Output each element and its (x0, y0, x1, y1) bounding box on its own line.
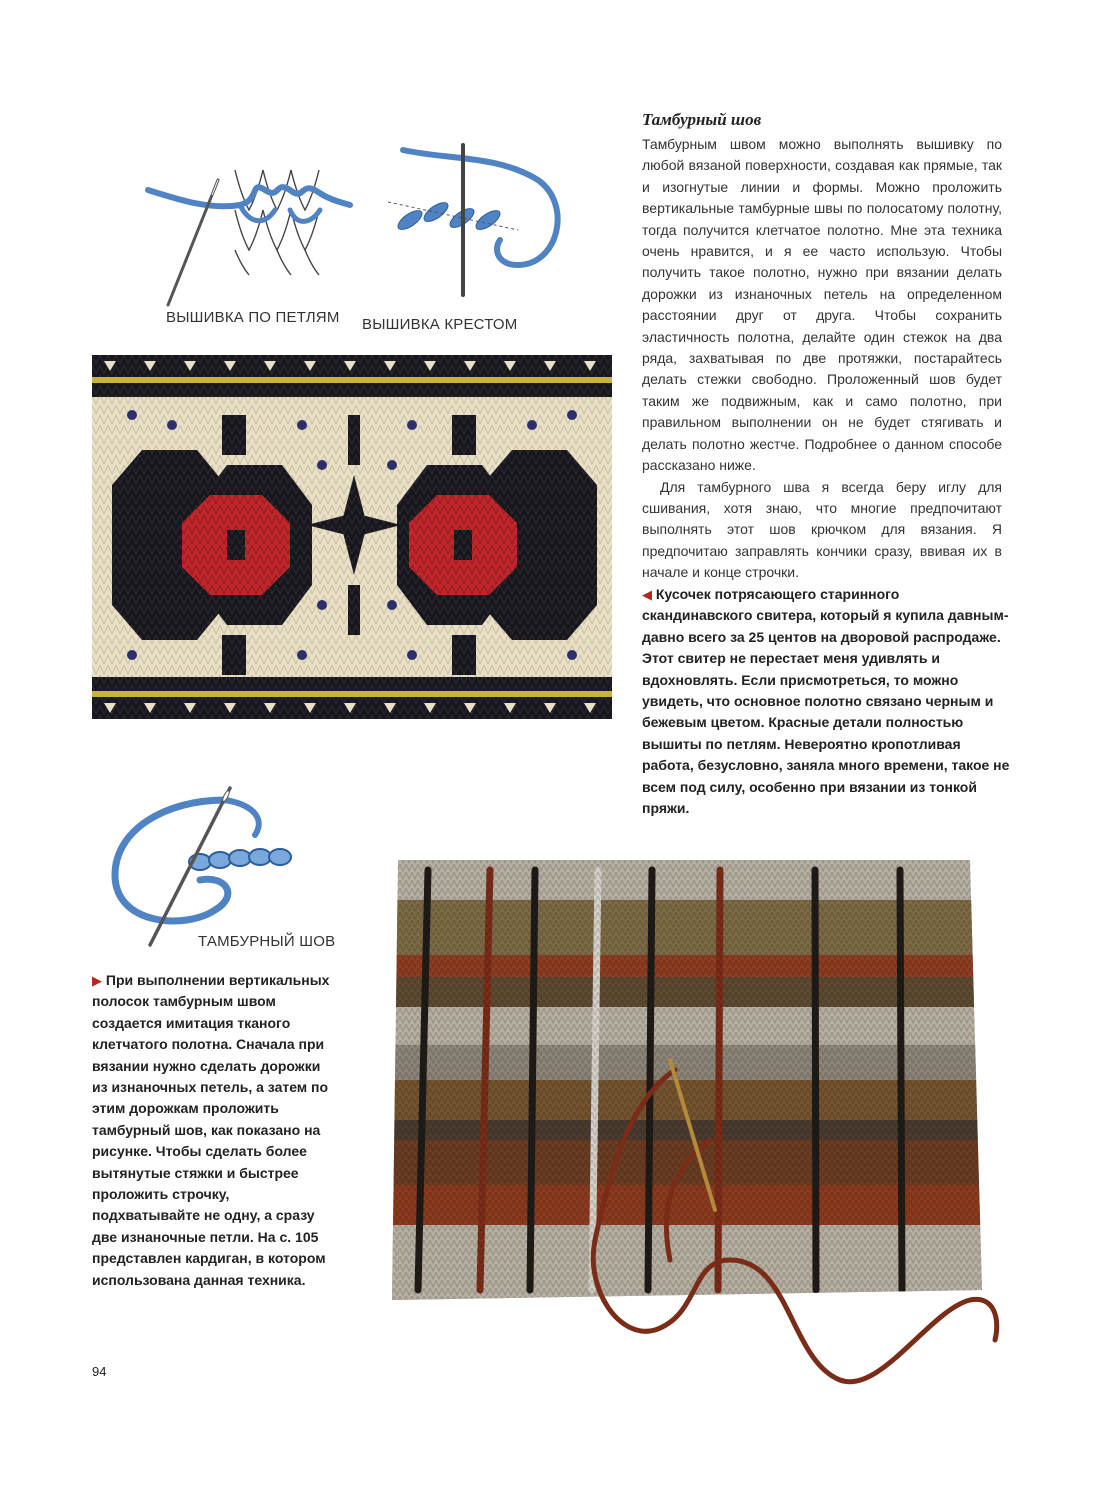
chain-stitch-label: ТАМБУРНЫЙ ШОВ (198, 933, 336, 950)
section-paragraph-2: Для тамбурного шва я всегда беру иглу для сшивания, хотя знаю, что многие предпочитают выполнять этот шов крючком для вязания. Я предпочитаю заправлять кончики сразу, ввивая их в начале и конце строчки. (642, 478, 1002, 581)
chain-stitch-section (642, 110, 1002, 584)
cross-stitch-illustration (388, 140, 568, 300)
plaid-caption-text: При выполнении вертикальных полосок тамбурным швом создается имитация тканого клетчатого полотна. Сначала при вязании нужно сделать дорожки из изнаночных петель, а затем по этим дорожкам проложить тамбурный шов, как показано на рисунке. Чтобы сделать более вытянутые стяжки и быстрее проложить строчку, подхватывайте не одну, а сразу две изнаночные петли. На с. 105 представлен кардиган, в котором использована данная техника. (92, 972, 330, 1288)
sweater-photo (92, 355, 612, 719)
plaid-swatch-photo (370, 840, 1010, 1410)
section-title: Тамбурный шов (642, 110, 762, 129)
chain-stitch-illustration (105, 780, 315, 950)
caption-arrow-left-icon: ◀ (642, 587, 652, 602)
page-number: 94 (92, 1364, 107, 1379)
sweater-caption-text: Кусочек потрясающего старинного скандинавского свитера, который я купила давным-давно всего за 25 центов на дворовой распродаже. Этот свитер не перестает меня удивлять и вдохновлять. Если присмотреться, то можно увидеть, что основное полотно связано черным и бежевым цветом. Красные детали полностью вышиты по петлям. Невероятно кропотливая работа, безусловно, заняла много времени, такое не всем под силу, особенно при вязании из тонкой пряжи. (642, 586, 1010, 817)
duplicate-stitch-label: ВЫШИВКА ПО ПЕТЛЯМ (166, 309, 340, 326)
plaid-caption (92, 970, 337, 1291)
caption-arrow-right-icon: ▶ (92, 973, 102, 988)
section-paragraph-1: Тамбурным швом можно выполнять вышивку по любой вязаной поверхности, создавая как прямые, так и изогнутые линии и формы. Можно проложить вертикальные тамбурные швы по полосатому полотну, тогда получится клетчатое полотно. Мне эта техника очень нравится, и я ее часто использую. Чтобы получить такое полотно, нужно при вязании делать дорожки из изнаночных петель на определенном расстоянии друг от друга. Чтобы сохранить эластичность полотна, делайте один стежок на два ряда, захватывая по две протяжки, постарайтесь делать стежки свободно. Проложенный шов будет таким же подвижным, как и само полотно, при правильном выполнении он не будет стягивать и делать полотно жестче. Подробнее о данном способе рассказано ниже. (642, 136, 1002, 474)
duplicate-stitch-illustration (140, 150, 360, 310)
sweater-caption (642, 584, 1010, 819)
cross-stitch-label: ВЫШИВКА КРЕСТОМ (362, 316, 518, 333)
